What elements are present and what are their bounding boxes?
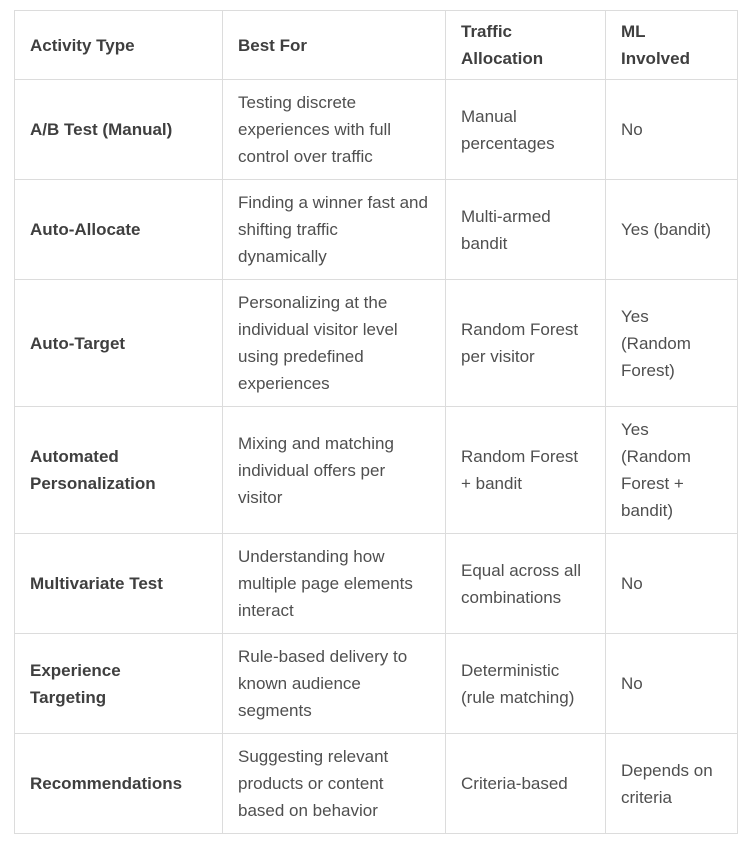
activity-type-cell: Experience Targeting — [15, 634, 223, 734]
traffic-allocation-cell: Random Forest per visitor — [446, 280, 606, 407]
table-row — [15, 280, 738, 407]
best-for-cell: Personalizing at the individual visitor level using predefined experiences — [223, 280, 446, 407]
traffic-allocation-cell: Multi-armed bandit — [446, 180, 606, 280]
traffic-allocation-cell: Equal across all combinations — [446, 534, 606, 634]
best-for-cell: Suggesting relevant products or content based on behavior — [223, 734, 446, 834]
best-for-cell: Testing discrete experiences with full control over traffic — [223, 80, 446, 180]
activity-type-cell: Auto-Target — [15, 280, 223, 407]
table-row — [15, 734, 738, 834]
traffic-allocation-cell: Random Forest + bandit — [446, 407, 606, 534]
header-best-for: Best For — [223, 11, 446, 80]
ml-involved-cell: No — [606, 80, 738, 180]
traffic-allocation-cell: Criteria-based — [446, 734, 606, 834]
header-traffic-allocation: Traffic Allocation — [446, 11, 606, 80]
table-row — [15, 634, 738, 734]
table-row — [15, 180, 738, 280]
activity-type-cell: Multivariate Test — [15, 534, 223, 634]
header-row — [15, 11, 738, 80]
traffic-allocation-cell: Deterministic (rule matching) — [446, 634, 606, 734]
best-for-cell: Understanding how multiple page elements interact — [223, 534, 446, 634]
activity-type-cell: A/B Test (Manual) — [15, 80, 223, 180]
ml-involved-cell: No — [606, 534, 738, 634]
ml-involved-cell: Yes (Random Forest) — [606, 280, 738, 407]
ml-involved-cell: Yes (bandit) — [606, 180, 738, 280]
best-for-cell: Rule-based delivery to known audience segments — [223, 634, 446, 734]
ml-involved-cell: Depends on criteria — [606, 734, 738, 834]
ml-involved-cell: Yes (Random Forest + bandit) — [606, 407, 738, 534]
ml-involved-cell: No — [606, 634, 738, 734]
activity-type-cell: Automated Personalization — [15, 407, 223, 534]
header-ml-involved: ML Involved — [606, 11, 738, 80]
best-for-cell: Mixing and matching individual offers per visitor — [223, 407, 446, 534]
header-activity-type: Activity Type — [15, 11, 223, 80]
best-for-cell: Finding a winner fast and shifting traffic dynamically — [223, 180, 446, 280]
activity-comparison-table — [14, 10, 738, 834]
activity-type-cell: Recommendations — [15, 734, 223, 834]
table-row — [15, 534, 738, 634]
table-row — [15, 80, 738, 180]
traffic-allocation-cell: Manual percentages — [446, 80, 606, 180]
table-row — [15, 407, 738, 534]
activity-type-cell: Auto-Allocate — [15, 180, 223, 280]
